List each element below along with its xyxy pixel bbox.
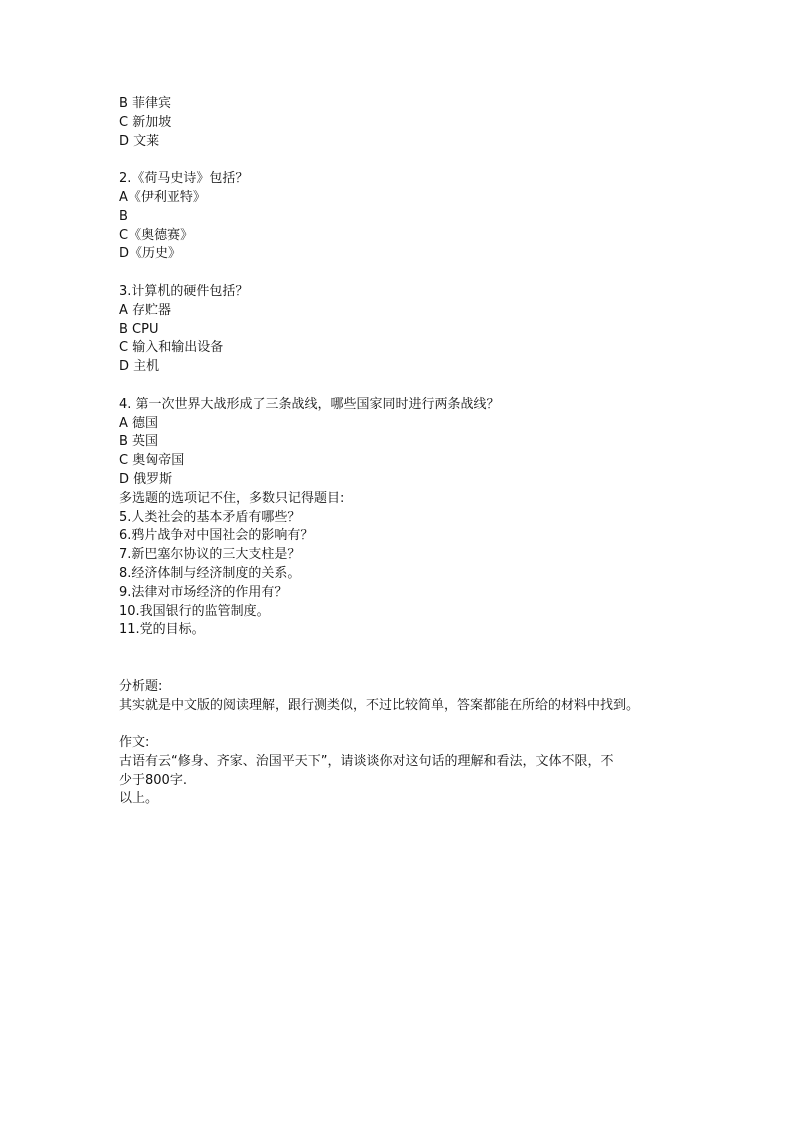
question-1-tail [119,95,719,151]
question-2 [119,170,719,264]
option-d: D 主机 [119,359,160,375]
option-c: C 奥匈帝国 [119,453,185,469]
option-d: D 文莱 [119,133,160,149]
section-heading: 分析题: [119,678,163,694]
option-b: B CPU [119,321,159,337]
option-b: B 英国 [119,434,159,450]
option-c: C 新加坡 [119,114,172,130]
option-a: A 存贮器 [119,302,172,318]
multi-choice-note: 多选题的选项记不住，多数只记得题目: [119,490,345,506]
list-item: 10.我国银行的监管制度。 [119,603,270,619]
document-body [119,95,719,809]
list-item: 9.法律对市场经济的作用有？ [119,584,288,600]
option-c: C《奥德赛》 [119,227,194,243]
multi-choice-section [119,490,719,640]
analysis-section [119,678,719,716]
option-a: A 德国 [119,415,159,431]
question-text: 2.《荷马史诗》包括？ [119,171,249,187]
question-text: 4. 第一次世界大战形成了三条战线，哪些国家同时进行两条战线？ [119,396,500,412]
option-a: A《伊利亚特》 [119,189,206,205]
list-item: 11.党的目标。 [119,622,205,638]
option-c: C 输入和输出设备 [119,340,224,356]
option-b: B 菲律宾 [119,96,172,111]
paragraph: 其实就是中文版的阅读理解，跟行测类似，不过比较简单，答案都能在所给的材料中找到。 [119,697,640,713]
paragraph-line: 少于800字. [119,772,187,788]
option-b: B [119,208,128,224]
section-heading: 作文: [119,735,150,751]
list-item: 8.经济体制与经济制度的关系。 [119,565,301,581]
list-item: 6.鸦片战争对中国社会的影响有？ [119,528,314,544]
list-item: 5.人类社会的基本矛盾有哪些？ [119,509,301,525]
closing-text: 以上。 [119,791,159,807]
list-item: 7.新巴塞尔协议的三大支柱是？ [119,547,301,563]
question-3 [119,283,719,377]
question-text: 3.计算机的硬件包括？ [119,283,249,299]
option-d: D《历史》 [119,246,182,262]
paragraph-line: 古语有云“修身、齐家、治国平天下”，请谈谈你对这句话的理解和看法，文体不限，不 [119,753,614,769]
question-4 [119,396,719,490]
essay-section [119,734,719,790]
option-d: D 俄罗斯 [119,471,173,487]
